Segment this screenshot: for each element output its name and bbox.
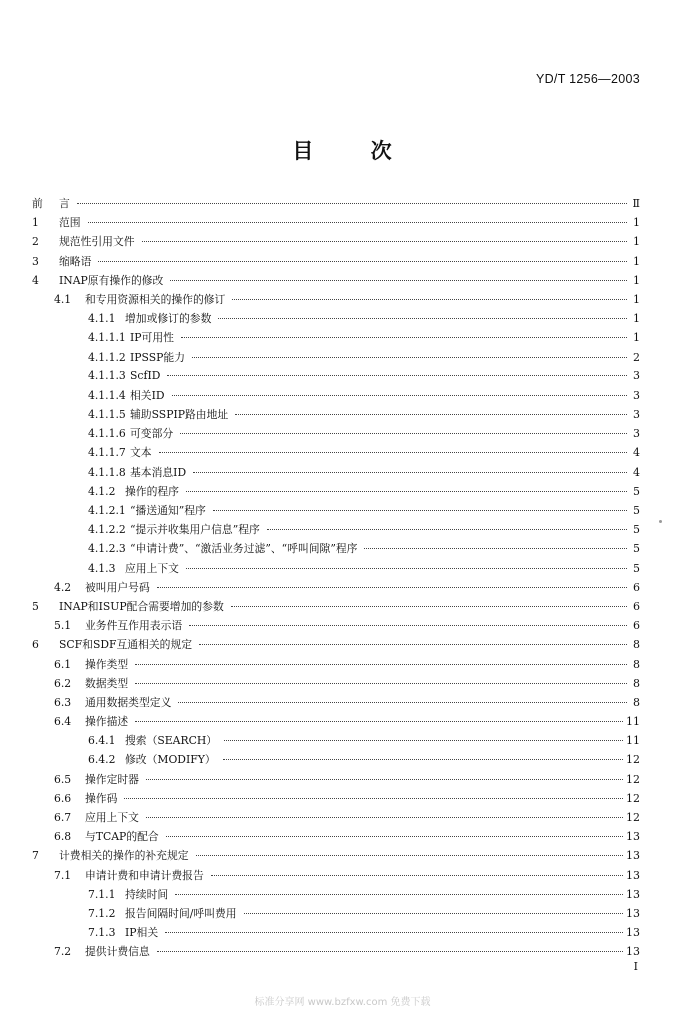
toc-entry bbox=[32, 561, 640, 580]
toc-entry-number: 6 bbox=[32, 638, 39, 652]
toc-entry bbox=[32, 657, 640, 676]
page-number: I bbox=[633, 960, 638, 973]
toc-dot-leader bbox=[231, 606, 627, 607]
toc-entry-title: IP相关 bbox=[125, 926, 159, 940]
toc-dot-leader bbox=[196, 855, 623, 856]
toc-entry-number: 6.7 bbox=[54, 811, 72, 824]
toc-dot-leader bbox=[146, 817, 623, 818]
toc-entry-title: 操作码 bbox=[85, 791, 118, 805]
toc-entry bbox=[32, 676, 640, 695]
toc-dot-leader bbox=[98, 261, 627, 262]
toc-entry-number: 4.1.1.1 bbox=[88, 331, 126, 345]
toc-entry-title: 业务件互作用表示语 bbox=[85, 619, 183, 633]
toc-entry-title: 辅助SSPIP路由地址 bbox=[130, 408, 229, 422]
title-part-2: 次 bbox=[370, 138, 393, 163]
toc-entry-page: 1 bbox=[633, 216, 640, 230]
toc-dot-leader bbox=[142, 241, 627, 242]
toc-dot-leader bbox=[170, 280, 627, 281]
title-part-1: 目 bbox=[292, 138, 315, 163]
toc-entry-page: 1 bbox=[633, 292, 640, 306]
toc-entry-number: 6.5 bbox=[54, 772, 72, 786]
toc-entry-page: 13 bbox=[626, 945, 640, 959]
toc-entry-page: 12 bbox=[626, 753, 640, 767]
toc-entry-page: 13 bbox=[626, 887, 640, 901]
toc-entry-number: 7.1.2 bbox=[88, 906, 116, 920]
toc-entry bbox=[32, 733, 640, 752]
toc-entry-title: 应用上下文 bbox=[85, 811, 139, 824]
toc-entry-page: 13 bbox=[626, 906, 640, 920]
toc-entry-title: 缩略语 bbox=[59, 254, 92, 268]
toc-entry-title: 数据类型 bbox=[85, 676, 129, 690]
toc-entry bbox=[32, 234, 640, 253]
toc-entry-page: 3 bbox=[633, 368, 640, 382]
toc-entry bbox=[32, 714, 640, 733]
toc-entry bbox=[32, 330, 640, 349]
toc-entry-number: 4.1.1.2 bbox=[88, 350, 126, 364]
toc-entry-page: 2 bbox=[633, 350, 640, 364]
toc-dot-leader bbox=[186, 491, 627, 492]
toc-entry-page: 13 bbox=[626, 849, 640, 863]
toc-entry-number: 7.1 bbox=[54, 868, 72, 882]
toc-entry bbox=[32, 350, 640, 369]
toc-entry-number: 7.2 bbox=[54, 945, 72, 959]
toc-entry bbox=[32, 580, 640, 599]
toc-entry-page: 12 bbox=[626, 772, 640, 786]
toc-dot-leader bbox=[157, 951, 623, 952]
toc-dot-leader bbox=[159, 452, 627, 453]
toc-entry bbox=[32, 599, 640, 618]
toc-entry-number: 4.1 bbox=[54, 292, 72, 306]
toc-entry bbox=[32, 810, 640, 829]
toc-entry-page: 5 bbox=[633, 523, 640, 537]
toc-dot-leader bbox=[244, 913, 623, 914]
toc-entry-title: 基本消息ID bbox=[130, 465, 187, 479]
toc-entry-page: 6 bbox=[633, 599, 640, 613]
toc-entry bbox=[32, 772, 640, 791]
toc-entry-number: 4.1.2 bbox=[88, 484, 116, 498]
toc-entry-number: 5 bbox=[32, 599, 39, 613]
toc-entry-page: 13 bbox=[626, 830, 640, 844]
toc-entry-page: 13 bbox=[626, 926, 640, 940]
toc-entry-page: 1 bbox=[633, 331, 640, 345]
toc-entry-title: 持续时间 bbox=[125, 887, 169, 901]
toc-entry-number: 4.1.1 bbox=[88, 312, 116, 326]
toc-entry bbox=[32, 887, 640, 906]
toc-entry-number: 3 bbox=[32, 254, 39, 268]
toc-entry bbox=[32, 273, 640, 292]
toc-entry-page: 8 bbox=[633, 638, 640, 652]
toc-entry-number: 4 bbox=[32, 273, 39, 287]
toc-entry-page: 6 bbox=[633, 619, 640, 633]
toc-entry-number: 4.1.1.3 bbox=[88, 368, 126, 382]
toc-entry-title: 可变部分 bbox=[130, 427, 174, 441]
toc-entry bbox=[32, 695, 640, 714]
toc-dot-leader bbox=[235, 414, 627, 415]
toc-entry-number: 7.1.1 bbox=[88, 887, 116, 901]
document-code: YD/T 1256—2003 bbox=[535, 72, 640, 86]
toc-entry-page: 3 bbox=[633, 408, 640, 422]
toc-entry bbox=[32, 637, 640, 656]
toc-dot-leader bbox=[146, 779, 623, 780]
toc-entry bbox=[32, 465, 640, 484]
toc-entry-page: 1 bbox=[633, 312, 640, 326]
toc-entry-title: 言 bbox=[59, 197, 70, 210]
toc-dot-leader bbox=[167, 375, 627, 376]
toc-entry bbox=[32, 848, 640, 867]
toc-entry-title: 计费相关的操作的补充规定 bbox=[59, 849, 189, 863]
toc-dot-leader bbox=[88, 222, 627, 223]
toc-entry-title: 通用数据类型定义 bbox=[85, 695, 172, 709]
toc-entry-title: 搜索（SEARCH） bbox=[125, 734, 218, 748]
toc-dot-leader bbox=[180, 433, 627, 434]
toc-entry-page: 12 bbox=[626, 811, 640, 824]
toc-entry-title: 操作定时器 bbox=[85, 772, 139, 786]
toc-entry bbox=[32, 522, 640, 541]
toc-entry bbox=[32, 311, 640, 330]
toc-entry bbox=[32, 925, 640, 944]
toc-entry-number: 6.8 bbox=[54, 830, 72, 844]
toc-entry-title: 增加或修订的参数 bbox=[125, 312, 212, 326]
toc-entry-number: 4.1.3 bbox=[88, 561, 116, 575]
toc-entry-title: “提示并收集用户信息”程序 bbox=[130, 523, 260, 537]
toc-entry-number: 5.1 bbox=[54, 619, 72, 633]
toc-entry-page: 11 bbox=[626, 715, 640, 729]
toc-entry-title: 范围 bbox=[59, 216, 81, 230]
toc-entry-page: 6 bbox=[633, 580, 640, 594]
toc-entry bbox=[32, 541, 640, 560]
page-title bbox=[0, 135, 685, 165]
toc-dot-leader bbox=[124, 798, 623, 799]
toc-entry bbox=[32, 445, 640, 464]
toc-entry bbox=[32, 215, 640, 234]
toc-entry bbox=[32, 944, 640, 963]
toc-dot-leader bbox=[267, 529, 627, 530]
toc-entry-title: 操作类型 bbox=[85, 657, 129, 671]
toc-dot-leader bbox=[157, 587, 627, 588]
toc-entry bbox=[32, 503, 640, 522]
toc-entry-number: 4.1.1.7 bbox=[88, 446, 126, 460]
toc-entry-title: IPSSP能力 bbox=[130, 350, 185, 364]
toc-dot-leader bbox=[181, 337, 627, 338]
toc-entry-title: 文本 bbox=[130, 446, 152, 460]
toc-entry bbox=[32, 407, 640, 426]
toc-entry-number: 7.1.3 bbox=[88, 926, 116, 940]
toc-entry-page: 8 bbox=[633, 695, 640, 709]
toc-entry-number: 6.1 bbox=[54, 657, 72, 671]
watermark: 标准分享网 www.bzfxw.com 免费下载 bbox=[254, 997, 431, 1008]
toc-entry-title: 和专用资源相关的操作的修订 bbox=[85, 292, 226, 306]
toc-entry bbox=[32, 484, 640, 503]
toc-entry-page: 4 bbox=[633, 465, 640, 479]
toc-entry-title: INAP原有操作的修改 bbox=[59, 273, 164, 287]
toc-entry-page: 5 bbox=[633, 542, 640, 556]
toc-entry-page: 5 bbox=[633, 561, 640, 575]
toc-entry-title: 与TCAP的配合 bbox=[85, 830, 159, 844]
table-of-contents bbox=[32, 196, 640, 964]
toc-entry-title: 提供计费信息 bbox=[85, 945, 150, 959]
toc-entry-number: 4.1.2.2 bbox=[88, 523, 126, 537]
toc-dot-leader bbox=[166, 836, 623, 837]
toc-entry-page: 1 bbox=[633, 235, 640, 249]
toc-dot-leader bbox=[211, 875, 623, 876]
toc-dot-leader bbox=[189, 625, 627, 626]
toc-entry-page: 1 bbox=[633, 254, 640, 268]
toc-entry-title: 申请计费和申请计费报告 bbox=[85, 868, 204, 882]
toc-entry bbox=[32, 829, 640, 848]
toc-dot-leader bbox=[135, 721, 623, 722]
toc-dot-leader bbox=[175, 894, 623, 895]
toc-dot-leader bbox=[165, 932, 623, 933]
toc-entry bbox=[32, 791, 640, 810]
toc-entry-number: 4.1.1.5 bbox=[88, 408, 126, 422]
toc-entry-number: 前 bbox=[32, 197, 43, 210]
toc-entry bbox=[32, 196, 640, 215]
toc-entry bbox=[32, 906, 640, 925]
toc-entry-page: 12 bbox=[626, 791, 640, 805]
toc-entry-number: 4.1.1.4 bbox=[88, 388, 126, 402]
toc-entry bbox=[32, 426, 640, 445]
toc-entry bbox=[32, 388, 640, 407]
toc-entry-title: 相关ID bbox=[130, 388, 165, 402]
toc-entry-number: 4.1.2.1 bbox=[88, 504, 126, 517]
toc-entry bbox=[32, 369, 640, 388]
toc-entry-page: 11 bbox=[626, 734, 640, 748]
toc-dot-leader bbox=[172, 395, 627, 396]
toc-entry bbox=[32, 752, 640, 771]
toc-entry bbox=[32, 618, 640, 637]
toc-dot-leader bbox=[186, 568, 627, 569]
toc-entry-page: 3 bbox=[633, 388, 640, 402]
toc-entry-page: Ⅱ bbox=[632, 197, 640, 210]
toc-entry bbox=[32, 868, 640, 887]
toc-dot-leader bbox=[135, 664, 627, 665]
toc-entry-number: 4.2 bbox=[54, 580, 72, 594]
toc-entry-title: 被叫用户号码 bbox=[85, 580, 150, 594]
toc-entry-title: 规范性引用文件 bbox=[59, 235, 135, 249]
toc-entry-title: “申请计费”、“激活业务过滤”、“呼叫间隙”程序 bbox=[130, 542, 358, 556]
toc-entry-title: SCF和SDF互通相关的规定 bbox=[59, 638, 193, 652]
toc-entry-page: 4 bbox=[633, 446, 640, 460]
toc-dot-leader bbox=[178, 702, 627, 703]
toc-entry bbox=[32, 292, 640, 311]
toc-entry-number: 6.3 bbox=[54, 695, 72, 709]
toc-entry-page: 5 bbox=[633, 504, 640, 517]
toc-entry-number: 6.4 bbox=[54, 715, 72, 729]
toc-entry-number: 4.1.1.6 bbox=[88, 427, 126, 441]
toc-dot-leader bbox=[192, 357, 627, 358]
toc-entry-number: 6.6 bbox=[54, 791, 72, 805]
toc-entry-page: 1 bbox=[633, 273, 640, 287]
toc-dot-leader bbox=[193, 472, 627, 473]
toc-entry-title: ScfID bbox=[130, 368, 161, 382]
toc-entry-title: 操作描述 bbox=[85, 715, 129, 729]
toc-dot-leader bbox=[218, 318, 627, 319]
toc-dot-leader bbox=[213, 510, 627, 511]
toc-entry-number: 6.2 bbox=[54, 676, 72, 690]
toc-entry-page: 8 bbox=[633, 676, 640, 690]
scan-speck bbox=[659, 520, 662, 523]
toc-entry-title: 修改（MODIFY） bbox=[125, 753, 216, 767]
toc-entry-page: 5 bbox=[633, 484, 640, 498]
toc-entry-number: 2 bbox=[32, 235, 39, 249]
toc-dot-leader bbox=[224, 740, 623, 741]
toc-entry-number: 4.1.1.8 bbox=[88, 465, 126, 479]
toc-entry-number: 1 bbox=[32, 216, 39, 230]
toc-entry-page: 13 bbox=[626, 868, 640, 882]
toc-entry-number: 6.4.2 bbox=[88, 753, 116, 767]
toc-entry-title: 操作的程序 bbox=[125, 484, 179, 498]
toc-dot-leader bbox=[77, 203, 627, 204]
toc-dot-leader bbox=[199, 644, 627, 645]
toc-entry-number: 6.4.1 bbox=[88, 734, 116, 748]
toc-entry-page: 8 bbox=[633, 657, 640, 671]
toc-entry-number: 7 bbox=[32, 849, 39, 863]
toc-entry bbox=[32, 254, 640, 273]
toc-entry-title: INAP和ISUP配合需要增加的参数 bbox=[59, 599, 224, 613]
toc-entry-title: 报告间隔时间/呼叫费用 bbox=[125, 906, 237, 920]
toc-entry-number: 4.1.2.3 bbox=[88, 542, 126, 556]
toc-entry-page: 3 bbox=[633, 427, 640, 441]
toc-entry-title: IP可用性 bbox=[130, 331, 174, 345]
toc-dot-leader bbox=[223, 759, 623, 760]
toc-dot-leader bbox=[135, 683, 627, 684]
toc-entry-title: 应用上下文 bbox=[125, 561, 179, 575]
toc-entry-title: “播送通知”程序 bbox=[130, 504, 206, 517]
toc-dot-leader bbox=[232, 299, 627, 300]
toc-dot-leader bbox=[364, 548, 627, 549]
